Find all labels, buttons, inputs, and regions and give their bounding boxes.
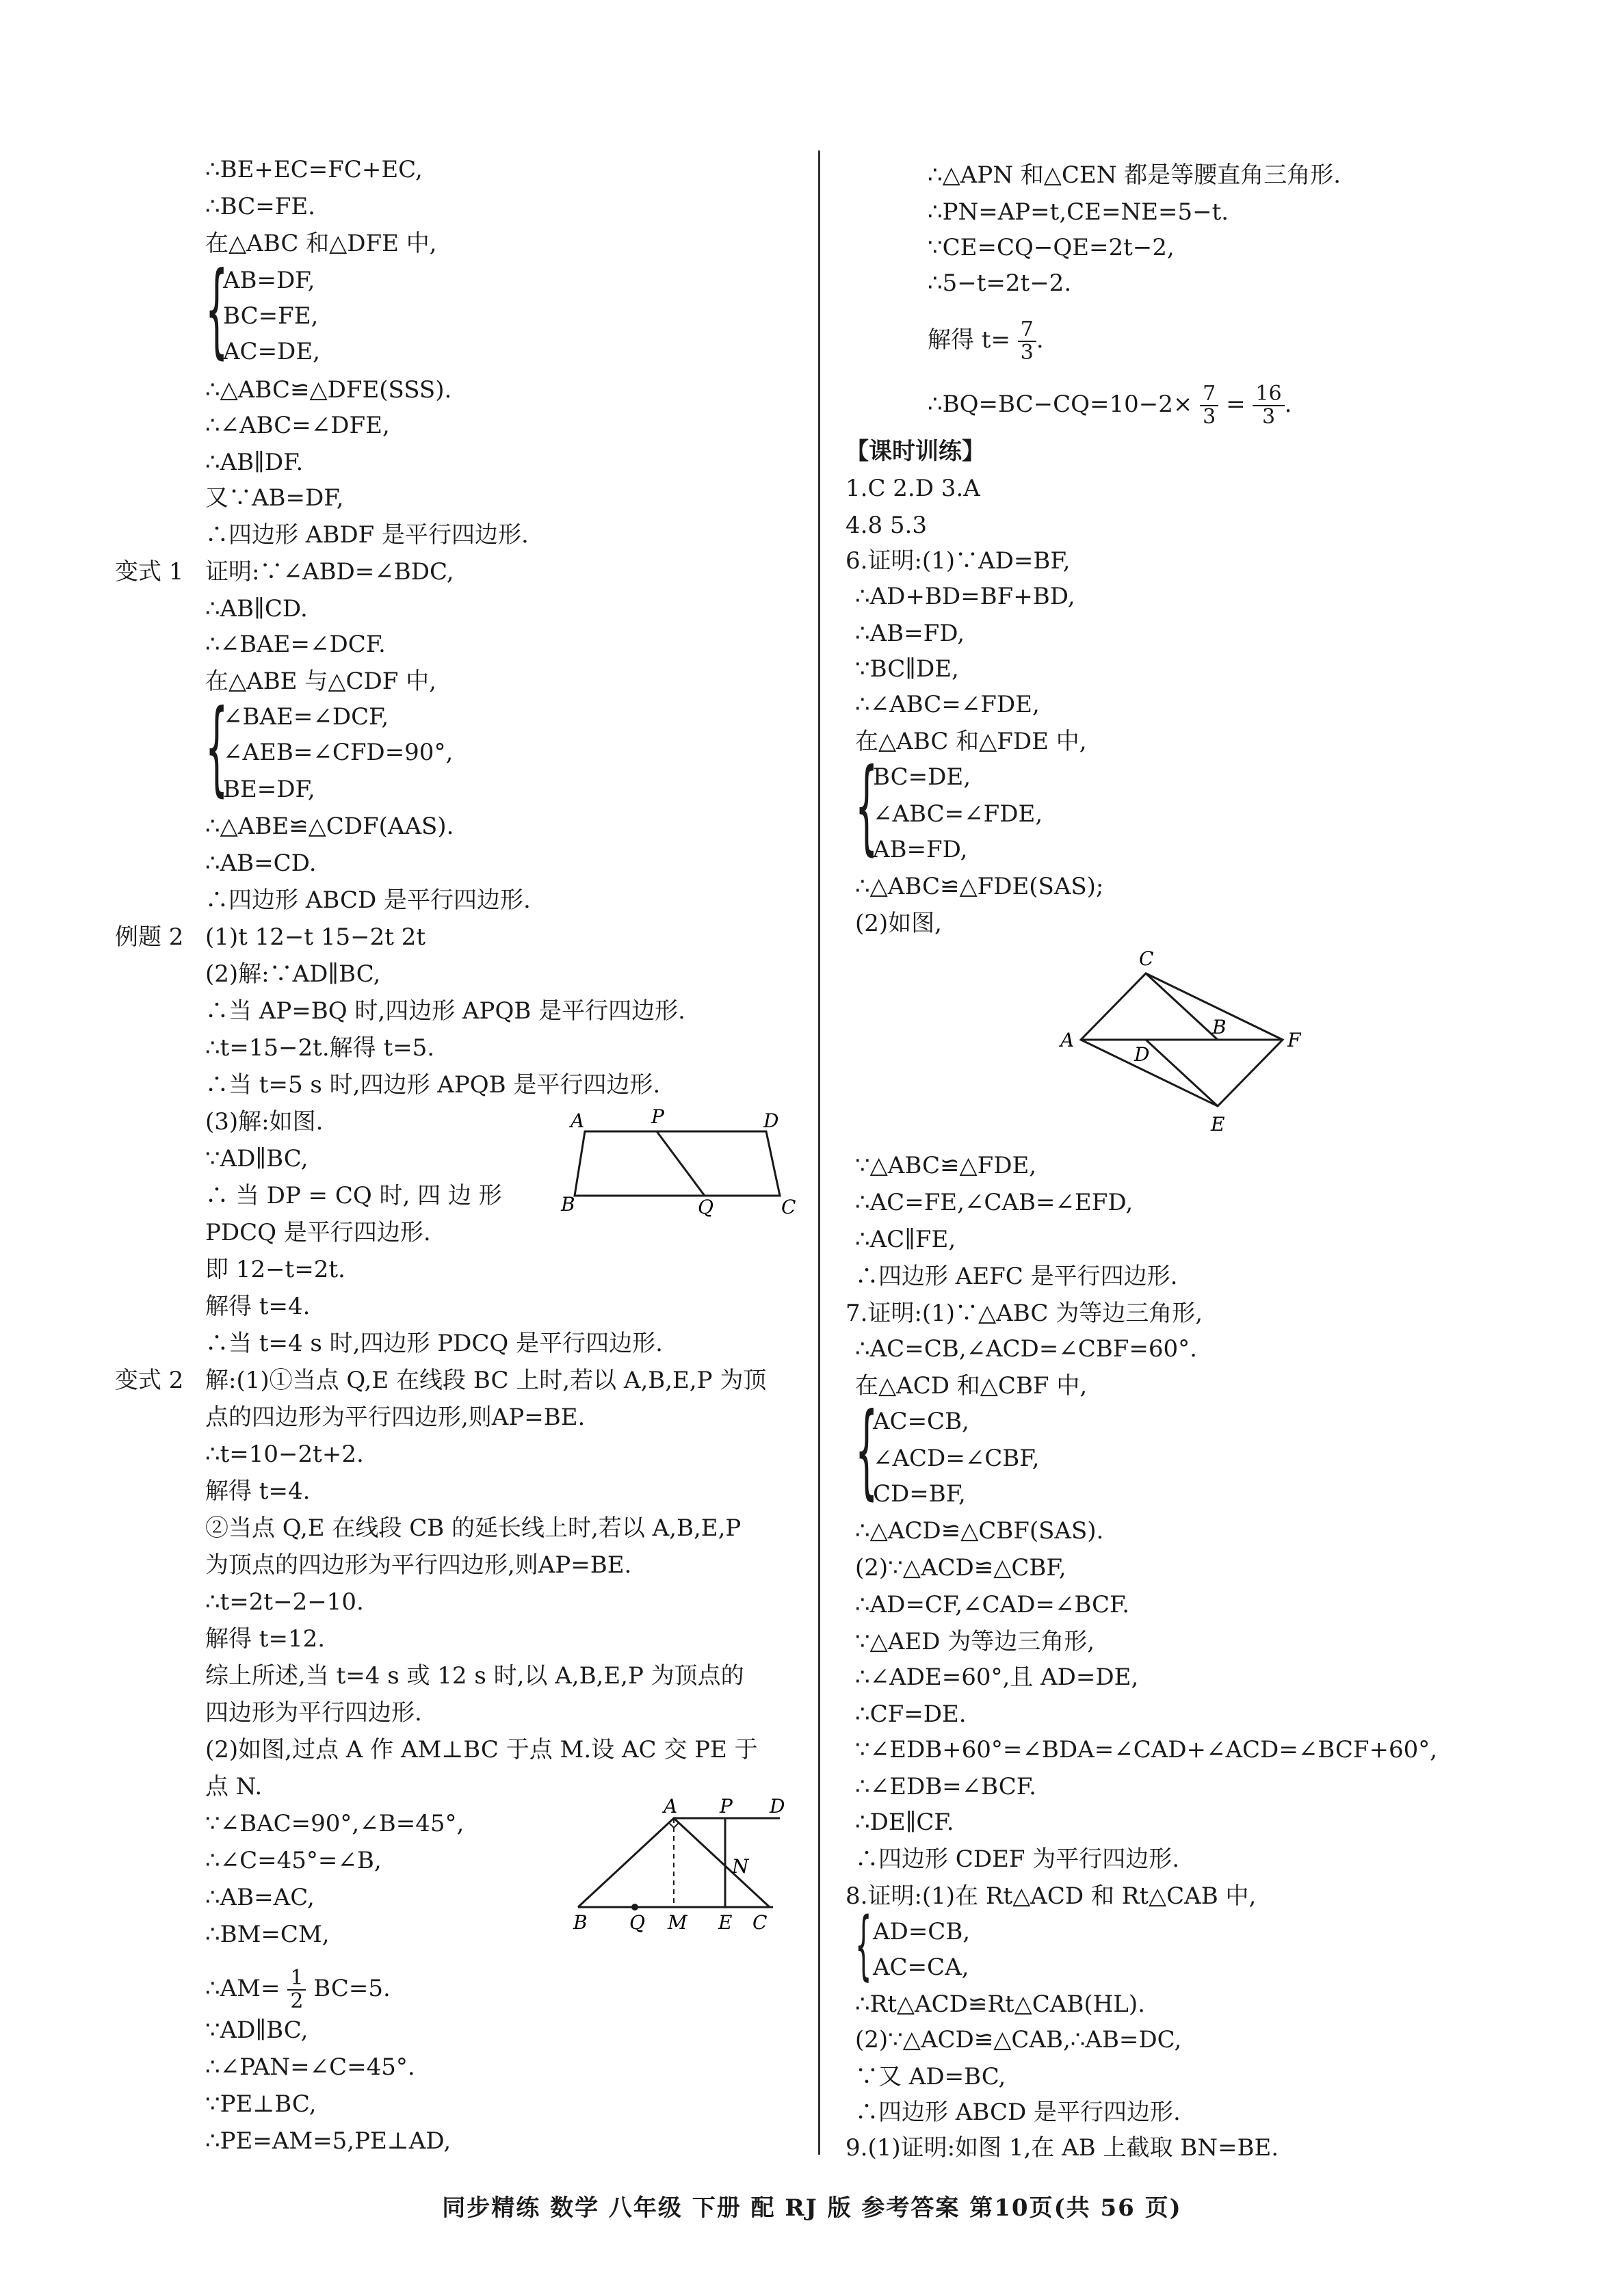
text-line: 解得 t=4. bbox=[205, 1478, 311, 1505]
text-line: ∴∠C=45°=∠B, bbox=[205, 1847, 382, 1874]
text-line: ∴t=2t−2−10. bbox=[205, 1588, 364, 1616]
text-line: ∴AD=CF,∠CAD=∠BCF. bbox=[855, 1591, 1130, 1618]
text-line: ∴PN=AP=t,CE=NE=5−t. bbox=[928, 198, 1229, 226]
text-line: ∴四边形 CDEF 为平行四边形. bbox=[855, 1846, 1180, 1873]
text-line: ∴当 t=4 s 时,四边形 PDCQ 是平行四边形. bbox=[205, 1330, 663, 1357]
fraction-denominator: 3 bbox=[1020, 341, 1034, 365]
point-label: M bbox=[668, 1911, 687, 1934]
brace-symbol: { bbox=[855, 1391, 878, 1510]
point-label: Q bbox=[698, 1196, 713, 1218]
point-label: B bbox=[573, 1911, 588, 1934]
text-line: ∵∠EDB+60°=∠BDA=∠CAD+∠ACD=∠BCF+60°, bbox=[855, 1736, 1438, 1763]
text-line bbox=[928, 319, 1044, 364]
brace-symbol: { bbox=[855, 1901, 872, 1988]
text-line: ∠BAE=∠DCF, bbox=[223, 703, 389, 731]
text-line: (2)如图, bbox=[855, 910, 942, 937]
text-line: ∴t=10−2t+2. bbox=[205, 1441, 364, 1468]
text-line: 9.(1)证明:如图 1,在 AB 上截取 BN=BE. bbox=[846, 2134, 1279, 2162]
text-line: ∴BE+EC=FC+EC, bbox=[205, 156, 423, 183]
point-label: E bbox=[1211, 1113, 1225, 1136]
text-line: ∵AD∥BC, bbox=[205, 2017, 309, 2044]
text-line: ∴5−t=2t−2. bbox=[928, 270, 1072, 297]
text-line: ∴AB=AC, bbox=[205, 1884, 315, 1911]
text-line: 即 12−t=2t. bbox=[205, 1256, 345, 1283]
text-line: ∵△ABC≌△FDE, bbox=[855, 1152, 1037, 1179]
text-line: 解得 t=4. bbox=[205, 1293, 311, 1320]
text-line: 1.C 2.D 3.A bbox=[846, 475, 980, 502]
text-line: ∴AD+BD=BF+BD, bbox=[855, 583, 1075, 610]
text-line: ∴四边形 ABCD 是平行四边形. bbox=[205, 887, 531, 914]
fraction-t bbox=[1018, 319, 1036, 364]
point-label: D bbox=[1134, 1043, 1150, 1066]
text-line: ∴∠BAE=∠DCF. bbox=[205, 631, 386, 658]
text-line: CD=BF, bbox=[873, 1480, 966, 1508]
figure-quadrilateral bbox=[1047, 947, 1307, 1146]
fraction-denominator: 3 bbox=[1261, 405, 1276, 429]
text-line: ∴CF=DE. bbox=[855, 1701, 967, 1728]
text-line: ∴AB=CD. bbox=[205, 850, 317, 877]
text-line: ∵△AED 为等边三角形, bbox=[855, 1628, 1095, 1655]
text-line: ∴DE∥CF. bbox=[855, 1809, 954, 1836]
point-label: Q bbox=[629, 1911, 645, 1934]
text-line: 在△ABC 和△DFE 中, bbox=[205, 230, 437, 257]
text-line: 解:(1)①当点 Q,E 在线段 BC 上时,若以 A,B,E,P 为顶 bbox=[205, 1367, 767, 1394]
figure-parallelogram bbox=[561, 1103, 794, 1219]
text-line: ∴AB∥CD. bbox=[205, 595, 308, 622]
text-line: ∴△ABC≌△FDE(SAS); bbox=[855, 873, 1104, 900]
text-line: BC=DE, bbox=[873, 763, 971, 791]
text-line: AD=CB, bbox=[873, 1918, 971, 1945]
text-line: ∠ABC=∠FDE, bbox=[873, 800, 1043, 828]
text-line: ∴四边形 ABDF 是平行四边形. bbox=[205, 521, 529, 549]
fraction-half bbox=[287, 1967, 306, 2012]
text-line: ∴∠EDB=∠BCF. bbox=[855, 1773, 1036, 1800]
text-line: ∴当 AP=BQ 时,四边形 APQB 是平行四边形. bbox=[205, 997, 685, 1025]
text-line: ②当点 Q,E 在线段 CB 的延长线上时,若以 A,B,E,P bbox=[205, 1514, 742, 1542]
text-line: ∵PE⊥BC, bbox=[205, 2090, 317, 2118]
text-line: (2)∵△ACD≌△CAB,∴AB=DC, bbox=[855, 2026, 1182, 2053]
text-line: 4.8 5.3 bbox=[846, 512, 927, 539]
text-line: ∠AEB=∠CFD=90°, bbox=[223, 739, 454, 766]
text-line: (1)t 12−t 15−2t 2t bbox=[205, 923, 426, 951]
text-line: ∴BM=CM, bbox=[205, 1921, 330, 1948]
text-line: 点的四边形为平行四边形,则AP=BE. bbox=[205, 1404, 586, 1431]
text-line: ∴△APN 和△CEN 都是等腰直角三角形. bbox=[928, 161, 1341, 189]
section-heading: 【课时训练】 bbox=[846, 438, 985, 465]
text-line: 点 N. bbox=[205, 1773, 263, 1800]
text-fragment: BC=5. bbox=[313, 1975, 391, 2002]
fraction-numerator: 1 bbox=[287, 1967, 306, 1991]
text-line: ∴AC∥FE, bbox=[855, 1226, 956, 1253]
text-line: ∴∠ABC=∠FDE, bbox=[855, 691, 1040, 718]
period: . bbox=[1036, 326, 1044, 354]
text-line: ∴△ABE≌△CDF(AAS). bbox=[205, 813, 454, 840]
fraction-7-3 bbox=[1200, 383, 1218, 428]
fraction-numerator: 16 bbox=[1253, 383, 1284, 406]
text-line: AC=CB, bbox=[873, 1408, 969, 1435]
figure-triangle bbox=[561, 1792, 800, 1943]
text-line bbox=[928, 383, 1292, 428]
text-line: 为顶点的四边形为平行四边形,则AP=BE. bbox=[205, 1551, 632, 1579]
brace-symbol: { bbox=[855, 747, 878, 866]
text-line: 在△ABC 和△FDE 中, bbox=[855, 728, 1087, 755]
point-label: B bbox=[1212, 1016, 1227, 1038]
point-label: C bbox=[1139, 947, 1154, 970]
point-label: A bbox=[1060, 1029, 1075, 1051]
text-line: ∵又 AD=BC, bbox=[855, 2063, 1006, 2090]
text-line: (2)解:∵AD∥BC, bbox=[205, 960, 381, 988]
text-line: PDCQ 是平行四边形. bbox=[205, 1219, 431, 1246]
text-line: ∠ACD=∠CBF, bbox=[873, 1445, 1040, 1472]
fraction-denominator: 2 bbox=[290, 1989, 304, 2013]
text-line: ∴AB=FD, bbox=[855, 620, 965, 647]
section-label: 例题 2 bbox=[115, 923, 184, 951]
text-line: 解得 t=12. bbox=[205, 1625, 326, 1653]
text-line: ∵AD∥BC, bbox=[205, 1145, 309, 1172]
point-label: D bbox=[770, 1795, 785, 1817]
fraction-denominator: 3 bbox=[1203, 405, 1216, 429]
point-label: E bbox=[718, 1911, 733, 1934]
text-line: ∴当 t=5 s 时,四边形 APQB 是平行四边形. bbox=[205, 1071, 661, 1099]
point-label: F bbox=[1287, 1029, 1301, 1051]
text-line: ∴AC=FE,∠CAB=∠EFD, bbox=[855, 1189, 1134, 1216]
text-line: 8.证明:(1)在 Rt△ACD 和 Rt△CAB 中, bbox=[846, 1882, 1257, 1910]
point-label: D bbox=[763, 1110, 779, 1132]
text-line: AB=FD, bbox=[873, 836, 968, 863]
point-label: P bbox=[651, 1105, 664, 1128]
point-label: A bbox=[664, 1795, 678, 1817]
text-line: ∵∠BAC=90°,∠B=45°, bbox=[205, 1810, 464, 1837]
text-line: (2)∵△ACD≌△CBF, bbox=[855, 1554, 1066, 1581]
text-fragment: = bbox=[1226, 391, 1246, 418]
text-line: ∵BC∥DE, bbox=[855, 655, 959, 683]
text-line: 证明:∵∠ABD=∠BDC, bbox=[205, 558, 454, 586]
text-line: ∴四边形 AEFC 是平行四边形. bbox=[855, 1263, 1178, 1290]
text-line bbox=[205, 1967, 391, 2012]
text-line: ∴PE=AM=5,PE⊥AD, bbox=[205, 2127, 451, 2155]
text-line: 在△ABE 与△CDF 中, bbox=[205, 668, 436, 695]
text-line: (3)解:如图. bbox=[205, 1108, 324, 1136]
text-line: 综上所述,当 t=4 s 或 12 s 时,以 A,B,E,P 为顶点的 bbox=[205, 1662, 744, 1690]
text-line: ∴AC=CB,∠ACD=∠CBF=60°. bbox=[855, 1335, 1197, 1363]
text-line: BE=DF, bbox=[223, 776, 315, 803]
period: . bbox=[1284, 391, 1292, 418]
text-line: ∵CE=CQ−QE=2t−2, bbox=[928, 234, 1175, 261]
page-footer: 同步精练 数学 八年级 下册 配 RJ 版 参考答案 第10页(共 56 页) bbox=[442, 2194, 1182, 2222]
text-line: ∴△ACD≌△CBF(SAS). bbox=[855, 1517, 1104, 1545]
brace-symbol: { bbox=[205, 688, 228, 807]
section-label: 变式 1 bbox=[115, 558, 184, 586]
text-line: ∴t=15−2t.解得 t=5. bbox=[205, 1034, 435, 1062]
text-line: ∴AB∥DF. bbox=[205, 449, 304, 476]
fraction-16-3 bbox=[1253, 383, 1284, 428]
text-line: AC=CA, bbox=[873, 1954, 969, 1981]
text-line: BC=FE, bbox=[223, 302, 319, 330]
point-label: C bbox=[781, 1196, 796, 1218]
text-line: ∴Rt△ACD≌Rt△CAB(HL). bbox=[855, 1991, 1145, 2018]
text-fragment: ∴BQ=BC−CQ=10−2× bbox=[928, 391, 1193, 418]
text-line: 在△ACD 和△CBF 中, bbox=[855, 1372, 1088, 1400]
text-line: AB=DF, bbox=[223, 267, 315, 294]
text-line: ∴ 当 DP = CQ 时, 四 边 形 bbox=[205, 1182, 502, 1209]
column-divider bbox=[818, 150, 820, 2155]
text-line: ∴∠ADE=60°,且 AD=DE, bbox=[855, 1664, 1139, 1691]
text-line: (2)如图,过点 A 作 AM⊥BC 于点 M.设 AC 交 PE 于 bbox=[205, 1736, 758, 1763]
fraction-numerator: 7 bbox=[1018, 319, 1036, 342]
text-line: ∴∠PAN=∠C=45°. bbox=[205, 2053, 415, 2081]
point-label: A bbox=[571, 1110, 585, 1132]
fraction-numerator: 7 bbox=[1200, 383, 1218, 406]
text-line: AC=DE, bbox=[223, 338, 320, 365]
point-label: N bbox=[732, 1855, 749, 1878]
text-line: 7.证明:(1)∵△ABC 为等边三角形, bbox=[846, 1300, 1203, 1327]
text-fragment: ∴AM= bbox=[205, 1975, 280, 2002]
point-label: B bbox=[561, 1193, 575, 1216]
point-label: C bbox=[752, 1911, 768, 1934]
text-line: ∴BC=FE. bbox=[205, 193, 315, 220]
text-line: 6.证明:(1)∵AD=BF, bbox=[846, 547, 1071, 575]
text-line: 四边形为平行四边形. bbox=[205, 1699, 422, 1727]
text-line: ∴四边形 ABCD 是平行四边形. bbox=[855, 2099, 1181, 2126]
point-label: P bbox=[720, 1795, 733, 1817]
text-line: ∴∠ABC=∠DFE, bbox=[205, 412, 390, 439]
text-line: 又∵AB=DF, bbox=[205, 484, 344, 512]
text-fragment: 解得 t= bbox=[928, 326, 1010, 354]
section-label: 变式 2 bbox=[115, 1367, 184, 1394]
text-line: ∴△ABC≌△DFE(SSS). bbox=[205, 376, 452, 404]
brace-symbol: { bbox=[205, 250, 228, 369]
